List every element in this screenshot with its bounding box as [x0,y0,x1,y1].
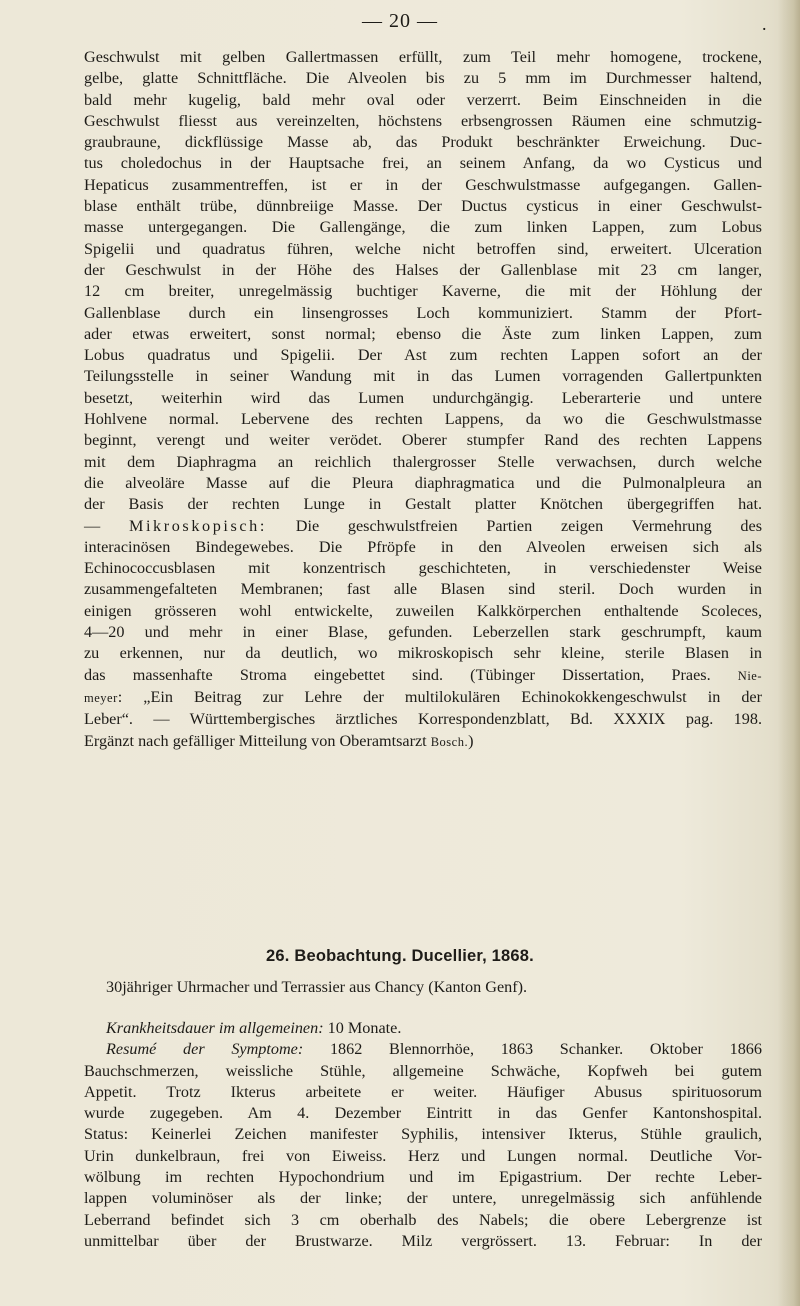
colon: : [117,687,123,706]
duration-line [84,1018,762,1039]
duration-label: Krankheitsdauer im allgemeinen: [106,1019,324,1037]
text-line: gelbe, glatte Schnittfläche. Die Alveolen bis zu 5 mm im Durchmesser haltend, [84,69,762,88]
smallcaps-bosch: Bosch. [430,734,469,749]
summary-first-line [84,1039,762,1060]
text-line: blase enthält trübe, dünnbreiige Masse. Der Ductus cysticus in einer Geschwulst- [84,197,762,216]
text-fragment: Die geschwulstfreien Partien zeigen Vermehrung des [295,516,763,535]
summary-first: 1862 Blennorrhöe, 1863 Schanker. Oktober 1866 [303,1040,762,1059]
smallcaps-niemeyer-b: meyer [84,690,118,705]
text-line: graubraune, dickflüssige Masse ab, das Produkt beschränkter Erweichung. Duc- [84,133,762,152]
text-fragment: das massenhafte Stroma eingebettet sind. (Tübinger Dissertation, Praes. [84,665,711,684]
text-line: mit dem Diaphragma an reichlich thalergrosser Stelle verwachsen, durch welche [84,452,762,471]
text-fragment: Ergänzt nach gefälliger Mitteilung von Oberamtsarzt [84,731,427,750]
text-line: Gallenblase durch ein linsengrosses Loch kommuniziert. Stamm der Pfort- [84,303,762,322]
text-line: Leberrand befindet sich 3 cm oberhalb des Nabels; die obere Lebergrenze ist [84,1210,762,1229]
text-line: Spigelii und quadratus führen, welche nicht betroffen sind, erweitert. Ulceration [84,239,762,258]
page-number: — 20 — [362,10,438,32]
text-line: wölbung im rechten Hypochondrium und im Epigastrium. Der rechte Leber- [84,1168,762,1187]
text-fragment: „Ein Beitrag zur Lehre der multilokulären Echinokokkengeschwulst in der [143,687,762,706]
text-line-bosch [84,731,762,753]
paragraph-autopsy-findings [84,47,762,753]
text-line: bald mehr kugelig, bald mehr oval oder verzerrt. Beim Einschneiden in die [84,90,762,109]
text-line: die alveoläre Masse auf die Pleura diaphragmatica und die Pulmonalpleura an [84,473,762,492]
spaced-word-mikroskopisch: Mikroskopisch: [128,516,267,535]
text-line: Echinococcusblasen mit konzentrisch geschichteten, in verschiedenster Weise [84,559,762,578]
text-line: tus choledochus in der Hauptsache frei, an seinem Anfang, da wo Cysticus und [84,154,762,173]
text-line: wurde zugegeben. Am 4. Dezember Eintritt in das Genfer Kantonshospital. [84,1104,762,1123]
text-line: Hepaticus zusammentreffen, ist er in der Geschwulstmasse aufgegangen. Gallen- [84,175,762,194]
text-line: Lobus quadratus und Spigelii. Der Ast zum rechten Lappen sofort an der [84,346,762,365]
page-edge-shadow [778,0,800,1306]
dash: — [84,516,129,535]
text-line: Status: Keinerlei Zeichen manifester Syphilis, intensiver Ikterus, Stühle graulich, [84,1125,762,1144]
text-line: zusammengefalteten Membranen; fast alle Blasen sind steril. Doch wurden in [84,580,762,599]
text-line: einigen grösseren wohl entwickelte, zuweilen Kalkkörperchen enthaltende Scoleces, [84,601,762,620]
text-line: Appetit. Trotz Ikterus arbeitete er weiter. Häufiger Abusus spirituosorum [84,1082,762,1101]
text-line: beginnt, verengt und weiter verödet. Oberer stumpfer Rand des rechten Lappens [84,431,762,450]
summary-label: Resumé der Symptome: [106,1040,304,1059]
text-line: 12 cm breiter, unregelmässig buchtiger Kaverne, die mit der Höhlung der [84,282,762,301]
duration-value: 10 Monate. [323,1019,402,1037]
text-line: 30jähriger Uhrmacher und Terrassier aus Chancy (Kanton Genf). [106,978,528,996]
smallcaps-niemeyer-a: Nie- [737,668,763,683]
text-line: der Geschwulst in der Höhe des Halses der Gallenblase mit 23 cm langer, [84,260,762,279]
text-line: Teilungsstelle in seiner Wandung mit in das Lumen vorragenden Gallertpunkten [84,367,762,386]
text-line: Bauchschmerzen, weissliche Stühle, allgemeine Schwäche, Kopfweh bei gutem [84,1061,762,1080]
observation-intro [84,977,762,998]
text-line: besetzt, weiterhin wird das Lumen undurchgängig. Leberarterie und untere [84,388,762,407]
text-line: Hohlvene normal. Lebervene des rechten Lappens, da wo die Geschwulstmasse [84,410,762,429]
text-line: unmittelbar über der Brustwarze. Milz vergrössert. 13. Februar: In der [84,1231,762,1250]
closing-paren: ) [468,731,474,750]
text-line-niemeyer-a [84,665,762,687]
text-line: interacinösen Bindegewebes. Die Pfröpfe in den Alveolen erweisen sich als [84,537,762,556]
text-line: Urin dunkelbraun, frei von Eiweiss. Herz und Lungen normal. Deutliche Vor- [84,1146,762,1165]
observation-details [84,1018,762,1252]
text-line: zu erkennen, nur da deutlich, wo mikroskopisch sehr kleine, sterile Blasen in [84,644,762,663]
text-line: ader etwas erweitert, sonst normal; ebenso die Äste zum linken Lappen, zum [84,324,762,343]
text-line: 4—20 und mehr in einer Blase, gefunden. Leberzellen stark geschrumpft, kaum [84,623,762,642]
page-mark: . [762,14,767,34]
text-line: Geschwulst fliesst aus vereinzelten, höchstens erbsengrossen Räumen eine schmutzig- [84,111,762,130]
text-line: Leber“. — Württembergisches ärztliches Korrespondenzblatt, Bd. XXXIX pag. 198. [84,710,762,729]
text-line: der Basis der rechten Lunge in Gestalt platter Knötchen übergegriffen hat. [84,495,762,514]
text-line-microscopic [84,516,762,537]
text-line: Geschwulst mit gelben Gallertmassen erfüllt, zum Teil mehr homogene, trockene, [84,48,762,66]
text-line: masse untergegangen. Die Gallengänge, die zum linken Lappen, zum Lobus [84,218,762,237]
observation-heading: 26. Beobachtung. Ducellier, 1868. [266,947,534,965]
text-line: lappen voluminöser als der linke; der untere, unregelmässig sich anfühlende [84,1189,762,1208]
text-line-niemeyer-b [84,687,762,709]
